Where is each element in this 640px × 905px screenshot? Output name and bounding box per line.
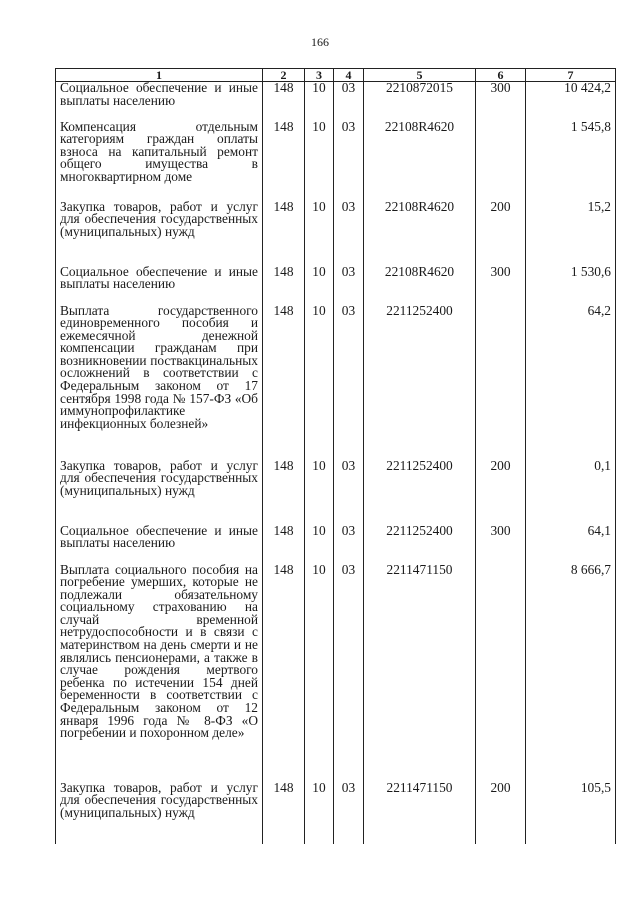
row-code-col4: 03 — [334, 525, 364, 564]
row-code-col2: 148 — [263, 460, 305, 525]
column-header-7: 7 — [526, 69, 616, 82]
row-code-col4: 03 — [334, 305, 364, 460]
table-row — [56, 305, 616, 460]
column-header-4: 4 — [334, 69, 364, 82]
row-amount: 0,1 — [526, 460, 616, 525]
table-row — [56, 525, 616, 564]
row-code-col5: 22108R4620 — [364, 121, 476, 201]
table-row — [56, 460, 616, 525]
row-code-col5: 2211471150 — [364, 782, 476, 844]
row-amount: 1 530,6 — [526, 266, 616, 305]
table-row — [56, 266, 616, 305]
row-name: Закупка товаров, работ и услуг для обеспечения государственных (муниципальных) нужд — [56, 201, 263, 266]
row-code-col6 — [476, 305, 526, 460]
row-code-col5: 22108R4620 — [364, 201, 476, 266]
row-amount: 64,1 — [526, 525, 616, 564]
row-code-col2: 148 — [263, 564, 305, 782]
row-code-col6: 300 — [476, 266, 526, 305]
row-code-col4: 03 — [334, 460, 364, 525]
column-header-5: 5 — [364, 69, 476, 82]
row-amount: 10 424,2 — [526, 82, 616, 121]
row-code-col6 — [476, 121, 526, 201]
row-code-col5: 2211252400 — [364, 525, 476, 564]
row-code-col2: 148 — [263, 201, 305, 266]
row-code-col5: 2211252400 — [364, 460, 476, 525]
row-code-col6 — [476, 564, 526, 782]
row-code-col4: 03 — [334, 201, 364, 266]
table-row — [56, 82, 616, 121]
row-code-col6: 200 — [476, 460, 526, 525]
row-code-col5: 22108R4620 — [364, 266, 476, 305]
table-body — [56, 82, 616, 844]
column-header-6: 6 — [476, 69, 526, 82]
row-name: Выплата социального пособия на погребение умерших, которые не подлежали обязательному социальному страхованию на случай временной нетрудоспособности и в связи с материнством на день смерти и не являлись пенсионерами, а также в случае рождения мертвого ребенка по истечении 154 дней беременности в соответствии с Федеральным законом от 12 января 1996 года № 8-ФЗ «О погребении и похоронном деле» — [56, 564, 263, 782]
row-code-col4: 03 — [334, 82, 364, 121]
row-name: Социальное обеспечение и иные выплаты населению — [56, 82, 263, 121]
row-code-col3: 10 — [305, 201, 334, 266]
row-code-col3: 10 — [305, 460, 334, 525]
row-code-col3: 10 — [305, 564, 334, 782]
page-number: 166 — [311, 35, 329, 49]
row-code-col3: 10 — [305, 266, 334, 305]
table-row — [56, 782, 616, 844]
row-name: Закупка товаров, работ и услуг для обеспечения государственных (муниципальных) нужд — [56, 460, 263, 525]
row-code-col5: 2210872015 — [364, 82, 476, 121]
row-code-col2: 148 — [263, 305, 305, 460]
row-code-col6: 200 — [476, 201, 526, 266]
row-code-col2: 148 — [263, 782, 305, 844]
row-name: Компенсация отдельным категориям граждан оплаты взноса на капитальный ремонт общего имущества в многоквартирном доме — [56, 121, 263, 201]
row-code-col4: 03 — [334, 266, 364, 305]
row-code-col4: 03 — [334, 121, 364, 201]
row-code-col2: 148 — [263, 525, 305, 564]
row-name: Выплата государственного единовременного пособия и ежемесячной денежной компенсации гражданам при возникновении поствакцинальных осложнений в соответствии с Федеральным законом от 17 сентября 1998 года № 157-ФЗ «Об иммунопрофилактике инфекционных болезней» — [56, 305, 263, 460]
row-amount: 1 545,8 — [526, 121, 616, 201]
row-code-col2: 148 — [263, 266, 305, 305]
row-name: Социальное обеспечение и иные выплаты населению — [56, 266, 263, 305]
budget-table — [55, 68, 616, 844]
row-code-col6: 300 — [476, 525, 526, 564]
row-code-col6: 200 — [476, 782, 526, 844]
row-code-col3: 10 — [305, 525, 334, 564]
row-code-col4: 03 — [334, 564, 364, 782]
row-code-col2: 148 — [263, 82, 305, 121]
row-code-col3: 10 — [305, 82, 334, 121]
row-code-col3: 10 — [305, 782, 334, 844]
row-code-col6: 300 — [476, 82, 526, 121]
row-code-col3: 10 — [305, 121, 334, 201]
table-row — [56, 201, 616, 266]
row-code-col3: 10 — [305, 305, 334, 460]
row-name: Социальное обеспечение и иные выплаты населению — [56, 525, 263, 564]
row-amount: 105,5 — [526, 782, 616, 844]
row-code-col5: 2211471150 — [364, 564, 476, 782]
row-amount: 8 666,7 — [526, 564, 616, 782]
row-code-col4: 03 — [334, 782, 364, 844]
row-amount: 64,2 — [526, 305, 616, 460]
row-name: Закупка товаров, работ и услуг для обеспечения государственных (муниципальных) нужд — [56, 782, 263, 844]
table-row — [56, 121, 616, 201]
column-header-3: 3 — [305, 69, 334, 82]
row-amount: 15,2 — [526, 201, 616, 266]
column-header-2: 2 — [263, 69, 305, 82]
table-row — [56, 564, 616, 782]
row-code-col5: 2211252400 — [364, 305, 476, 460]
row-code-col2: 148 — [263, 121, 305, 201]
column-header-1: 1 — [56, 69, 263, 82]
